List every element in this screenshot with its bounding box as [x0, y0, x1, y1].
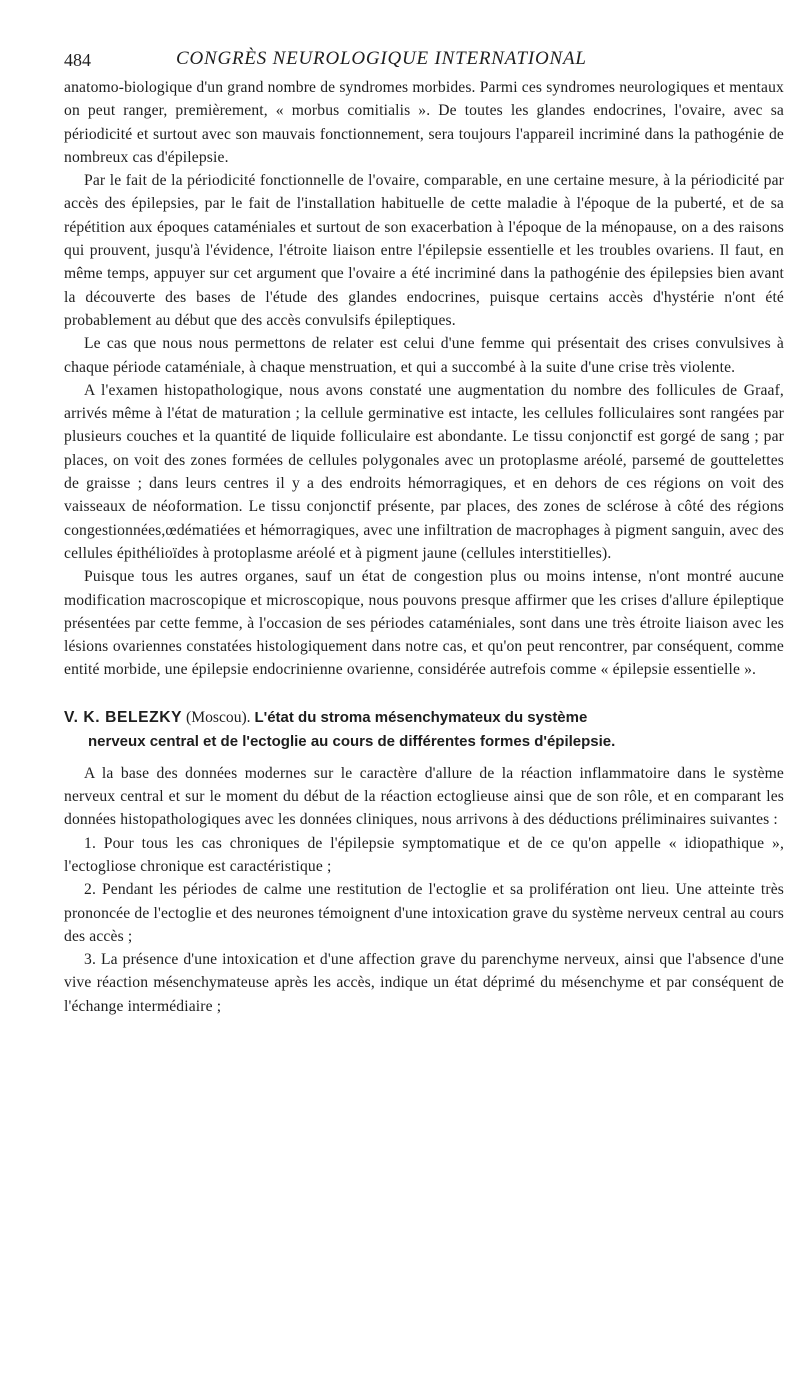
paragraph: A l'examen histopathologique, nous avons constaté une augmentation du nombre des follicules de Graaf, arrivés même à l'état de maturation ; la cellule germinative est intacte, les cellules folliculaires sont rangées par plusieurs couches et la quantité de liquide folliculaire est abondante. Le tissu conjonctif est gorgé de sang ; par places, on voit des zones formées de cellules polygonales avec un protoplasme aréolé, parsemé de gouttelettes de graisse ; dans leurs centres il y a des endroits hémorragiques, et en dehors de ces régions on voit des vaisseaux de néoformation. Le tissu conjonctif présente, par places, des zones de sclérose à côté des régions congestionnées,œdématiées et hémorragiques, avec une infiltration de macrophages à pigment sanguin, avec des cellules épithélioïdes à protoplasme aréolé et à pigment jaune (cellules interstitielles).	[64, 381, 784, 562]
section-belezky	[64, 706, 784, 1018]
list-item: 1. Pour tous les cas chroniques de l'épilepsie symptomatique et de ce qu'on appelle « idiopathique », l'ectogliose chronique est caractéristique ;	[64, 834, 784, 875]
author-name: V. K. BELEZKY	[64, 708, 183, 726]
paragraph: Puisque tous les autres organes, sauf un état de congestion plus ou moins intense, n'ont montré aucune modification macroscopique et microscopique, nous pouvons presque affirmer que les crises d'allure épileptique présentées par cette femme, à l'occasion de ses périodes cataméniales, sont dans une très étroite liaison avec les lésions ovariennes constatées histologiquement dans notre cas, et qu'on peut rencontrer, par conséquent, comme entité morbide, une épilepsie endocrinienne ovarienne, considérée autrefois comme « épilepsie essentielle ».	[64, 568, 784, 679]
paragraph: A la base des données modernes sur le caractère d'allure de la réaction inflammatoire dans le système nerveux central et sur le moment du début de la réaction ectoglieuse ainsi que de son rôle, et en comparant les données histopathologiques avec les données cliniques, nous arrivons à des déductions préliminaires suivantes :	[64, 764, 784, 829]
article-title-line1: L'état du stroma mésenchymateux du système	[254, 708, 588, 726]
section-heading	[64, 706, 784, 754]
list-item: 2. Pendant les périodes de calme une restitution de l'ectoglie et sa prolifération ont lieu. Une atteinte très prononcée de l'ectoglie et des neurones témoignent d'une intoxication grave du système nerveux central au cours des accès ;	[64, 881, 784, 945]
body-text	[64, 76, 784, 1018]
list-item: 3. La présence d'une intoxication et d'une affection grave du parenchyme nerveux, ainsi que l'absence d'une vive réaction mésenchymateuse après les accès, indique un état déprimé du mésenchyme et par conséquent de l'échange intermédiaire ;	[64, 951, 784, 1015]
page-number: 484	[64, 50, 91, 70]
running-title: CONGRÈS NEUROLOGIQUE INTERNATIONAL	[176, 48, 587, 69]
running-head	[64, 46, 784, 76]
paragraph: Le cas que nous nous permettons de relater est celui d'une femme qui présentait des crises convulsives à chaque période cataméniale, à chaque menstruation, et qui a succombé à la suite d'une crise très violente.	[64, 335, 784, 376]
paragraph: anatomo-biologique d'un grand nombre de syndromes morbides. Parmi ces syndromes neurologiques et mentaux on peut ranger, premièrement, « morbus comitialis ». De toutes les glandes endocrines, l'ovaire, avec sa périodicité et surtout avec son mauvais fonctionnement, sera toujours l'appareil incriminé dans la pathogénie de nombreux cas d'épilepsie.	[64, 79, 784, 166]
article-title-line2: nerveux central et de l'ectoglie au cours de différentes formes d'épilepsie.	[88, 732, 616, 750]
author-affiliation: (Moscou).	[186, 708, 251, 726]
paragraph: Par le fait de la périodicité fonctionnelle de l'ovaire, comparable, en une certaine mesure, à la périodicité par accès des épilepsies, par le fait de l'installation habituelle de cette maladie à l'époque de la puberté, et de sa répétition aux époques cataméniales et surtout de son exacerbation à l'époque de la ménopause, on a des raisons qui prouvent, jusqu'à l'évidence, l'étroite liaison entre l'épilepsie essentielle et les troubles ovariens. Il faut, en même temps, appuyer sur cet argument que l'ovaire a été incriminé dans la pathogénie des épilepsies bien avant la découverte des bases de l'étude des glandes endocrines, puisque certains accès d'hystérie n'ont été probablement au début que des accès convulsifs épileptiques.	[64, 172, 784, 329]
